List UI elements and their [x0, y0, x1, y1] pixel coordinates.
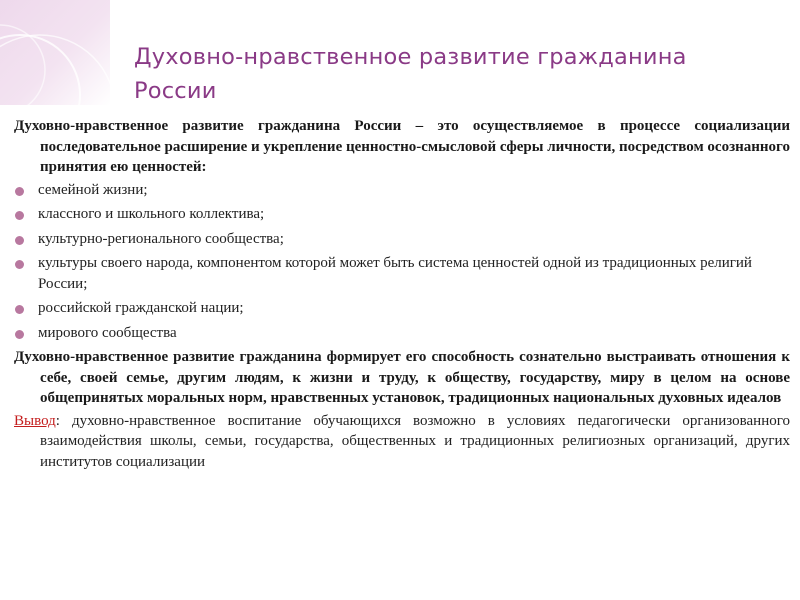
values-list	[14, 180, 790, 344]
bullet-icon	[15, 187, 24, 196]
list-item-text: культуры своего народа, компонентом которой может быть система ценностей одной из традиционных религий России;	[38, 255, 752, 292]
list-item-text: мирового сообщества	[38, 324, 177, 341]
conclusion-paragraph	[14, 411, 790, 473]
list-item-text: классного и школьного коллектива;	[38, 206, 265, 222]
bullet-icon	[15, 305, 24, 314]
arc-decoration-icon	[0, 0, 110, 105]
list-item-text: российской гражданской нации;	[38, 300, 244, 316]
list-item	[14, 204, 790, 225]
slide-content	[14, 116, 790, 472]
list-item	[14, 180, 790, 201]
list-item-text: культурно-регионального сообщества;	[38, 230, 284, 247]
formation-paragraph: Духовно-нравственное развитие гражданина формирует его способность сознательно выстраивать отношения к себе, своей семье, другим людям, к жизни и труду, к обществу, государству, миру в целом на основе общепринятых моральных норм, нравственных установок, традиционных национальных духовных идеалов	[14, 349, 790, 406]
list-item	[14, 229, 790, 250]
intro-paragraph: Духовно-нравственное развитие гражданина России – это осуществляемое в процессе социализации последовательное расширение и укрепление ценностно-смысловой сферы личности, посредством осознанного принятия ею ценностей:	[14, 118, 790, 175]
bullet-icon	[15, 260, 24, 269]
slide-title: Духовно-нравственное развитие гражданина России	[134, 44, 687, 104]
bullet-icon	[15, 236, 24, 245]
conclusion-text: : духовно-нравственное воспитание обучающихся возможно в условиях педагогически организованного взаимодействия школы, семьи, государства, общественных и традиционных религиозных организаций, других институтов социализации	[40, 412, 790, 470]
list-item	[14, 298, 790, 319]
list-item	[14, 253, 790, 294]
corner-decoration	[0, 0, 110, 105]
list-item	[14, 323, 790, 344]
bullet-icon	[15, 330, 24, 339]
list-item-text: семейной жизни;	[38, 181, 148, 198]
conclusion-label: Вывод	[14, 412, 56, 429]
bullet-icon	[15, 211, 24, 220]
